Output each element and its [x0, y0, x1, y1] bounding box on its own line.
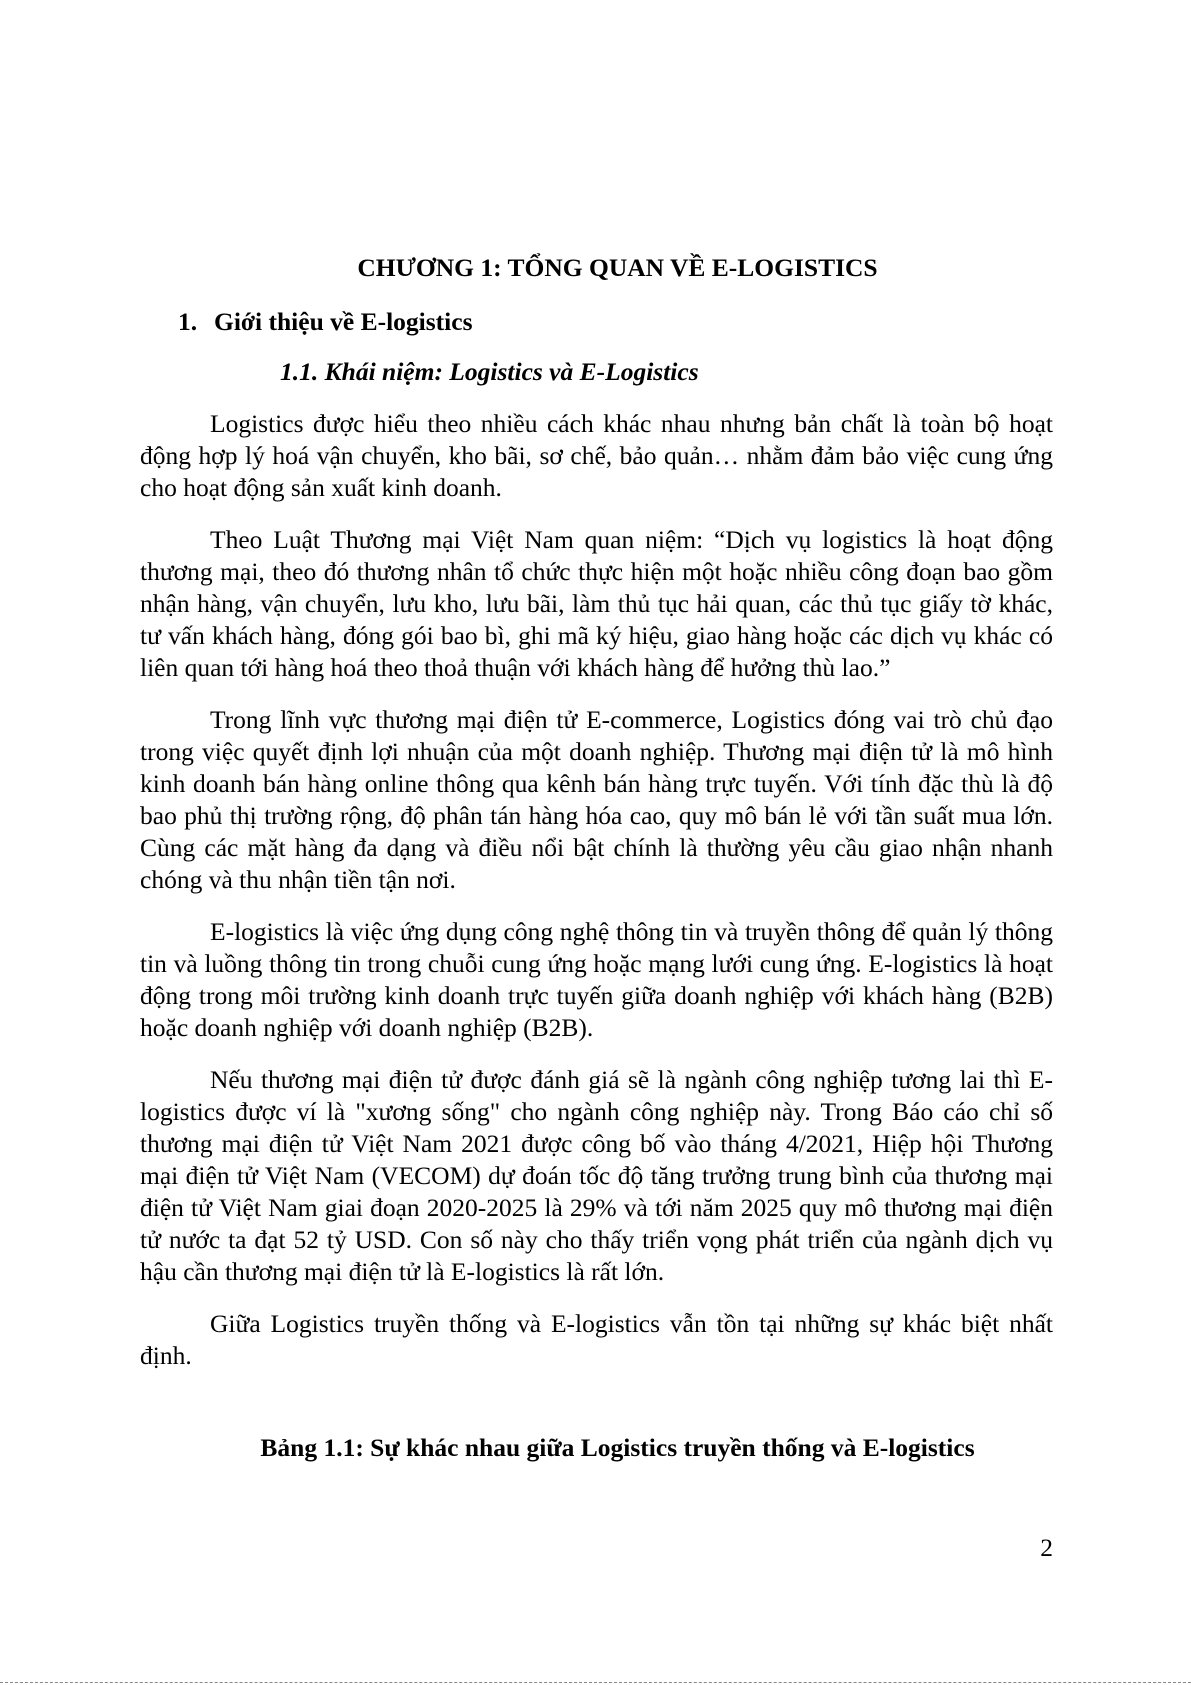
- paragraph-elogistics-definition: E-logistics là việc ứng dụng công nghệ thông tin và truyền thông để quản lý thông tin và luồng thông tin trong chuỗi cung ứng hoặc mạng lưới cung ứng. E-logistics là hoạt động trong môi trường kinh doanh trực tuyến giữa doanh nghiệp với khách hàng (B2B) hoặc doanh nghiệp với doanh nghiệp (B2B).: [140, 917, 1053, 1042]
- body-text: [140, 408, 1053, 1392]
- table-caption: Bảng 1.1: Sự khác nhau giữa Logistics truyền thống và E-logistics: [260, 1433, 975, 1462]
- page-bottom-divider: [0, 1682, 1191, 1683]
- paragraph-commercial-law: Theo Luật Thương mại Việt Nam quan niệm: “Dịch vụ logistics là hoạt động thương mại, theo đó thương nhân tổ chức thực hiện một hoặc nhiều công đoạn bao gồm nhận hàng, vận chuyển, lưu kho, lưu bãi, làm thủ tục hải quan, các thủ tục giấy tờ khác, tư vấn khách hàng, đóng gói bao bì, ghi mã ký hiệu, giao hàng hoặc các dịch vụ khác có liên quan tới hàng hoá theo thoả thuận với khách hàng để hưởng thù lao.”: [140, 525, 1053, 682]
- section-number: 1.: [178, 307, 198, 336]
- section-heading: [178, 306, 473, 338]
- section-title: Giới thiệu về E-logistics: [214, 307, 473, 336]
- paragraph-logistics-definition: Logistics được hiểu theo nhiều cách khác nhau nhưng bản chất là toàn bộ hoạt động hợp lý hoá vận chuyển, kho bãi, sơ chế, bảo quản… nhằm đảm bảo việc cung ứng cho hoạt động sản xuất kinh doanh.: [140, 409, 1053, 502]
- paragraph-differences-intro: Giữa Logistics truyền thống và E-logistics vẫn tồn tại những sự khác biệt nhất định.: [140, 1309, 1053, 1370]
- subsection-heading: 1.1. Khái niệm: Logistics và E-Logistics: [280, 357, 699, 386]
- page-number: 2: [1040, 1533, 1053, 1562]
- paragraph-ecommerce-logistics: Trong lĩnh vực thương mại điện tử E-commerce, Logistics đóng vai trò chủ đạo trong việc quyết định lợi nhuận của một doanh nghiệp. Thương mại điện tử là mô hình kinh doanh bán hàng online thông qua kênh bán hàng trực tuyến. Với tính đặc thù là độ bao phủ thị trường rộng, độ phân tán hàng hóa cao, quy mô bán lẻ với tần suất mua lớn. Cùng các mặt hàng đa dạng và điều nổi bật chính là thường yêu cầu giao nhận nhanh chóng và thu nhận tiền tận nơi.: [140, 705, 1053, 894]
- chapter-title: CHƯƠNG 1: TỔNG QUAN VỀ E-LOGISTICS: [357, 253, 878, 282]
- paragraph-elogistics-growth: Nếu thương mại điện tử được đánh giá sẽ là ngành công nghiệp tương lai thì E-logistics được ví là "xương sống" cho ngành công nghiệp này. Trong Báo cáo chỉ số thương mại điện tử Việt Nam 2021 được công bố vào tháng 4/2021, Hiệp hội Thương mại điện tử Việt Nam (VECOM) dự đoán tốc độ tăng trưởng trung bình của thương mại điện tử Việt Nam giai đoạn 2020-2025 là 29% và tới năm 2025 quy mô thương mại điện tử nước ta đạt 52 tỷ USD. Con số này cho thấy triển vọng phát triển của ngành dịch vụ hậu cần thương mại điện tử là E-logistics là rất lớn.: [140, 1065, 1053, 1286]
